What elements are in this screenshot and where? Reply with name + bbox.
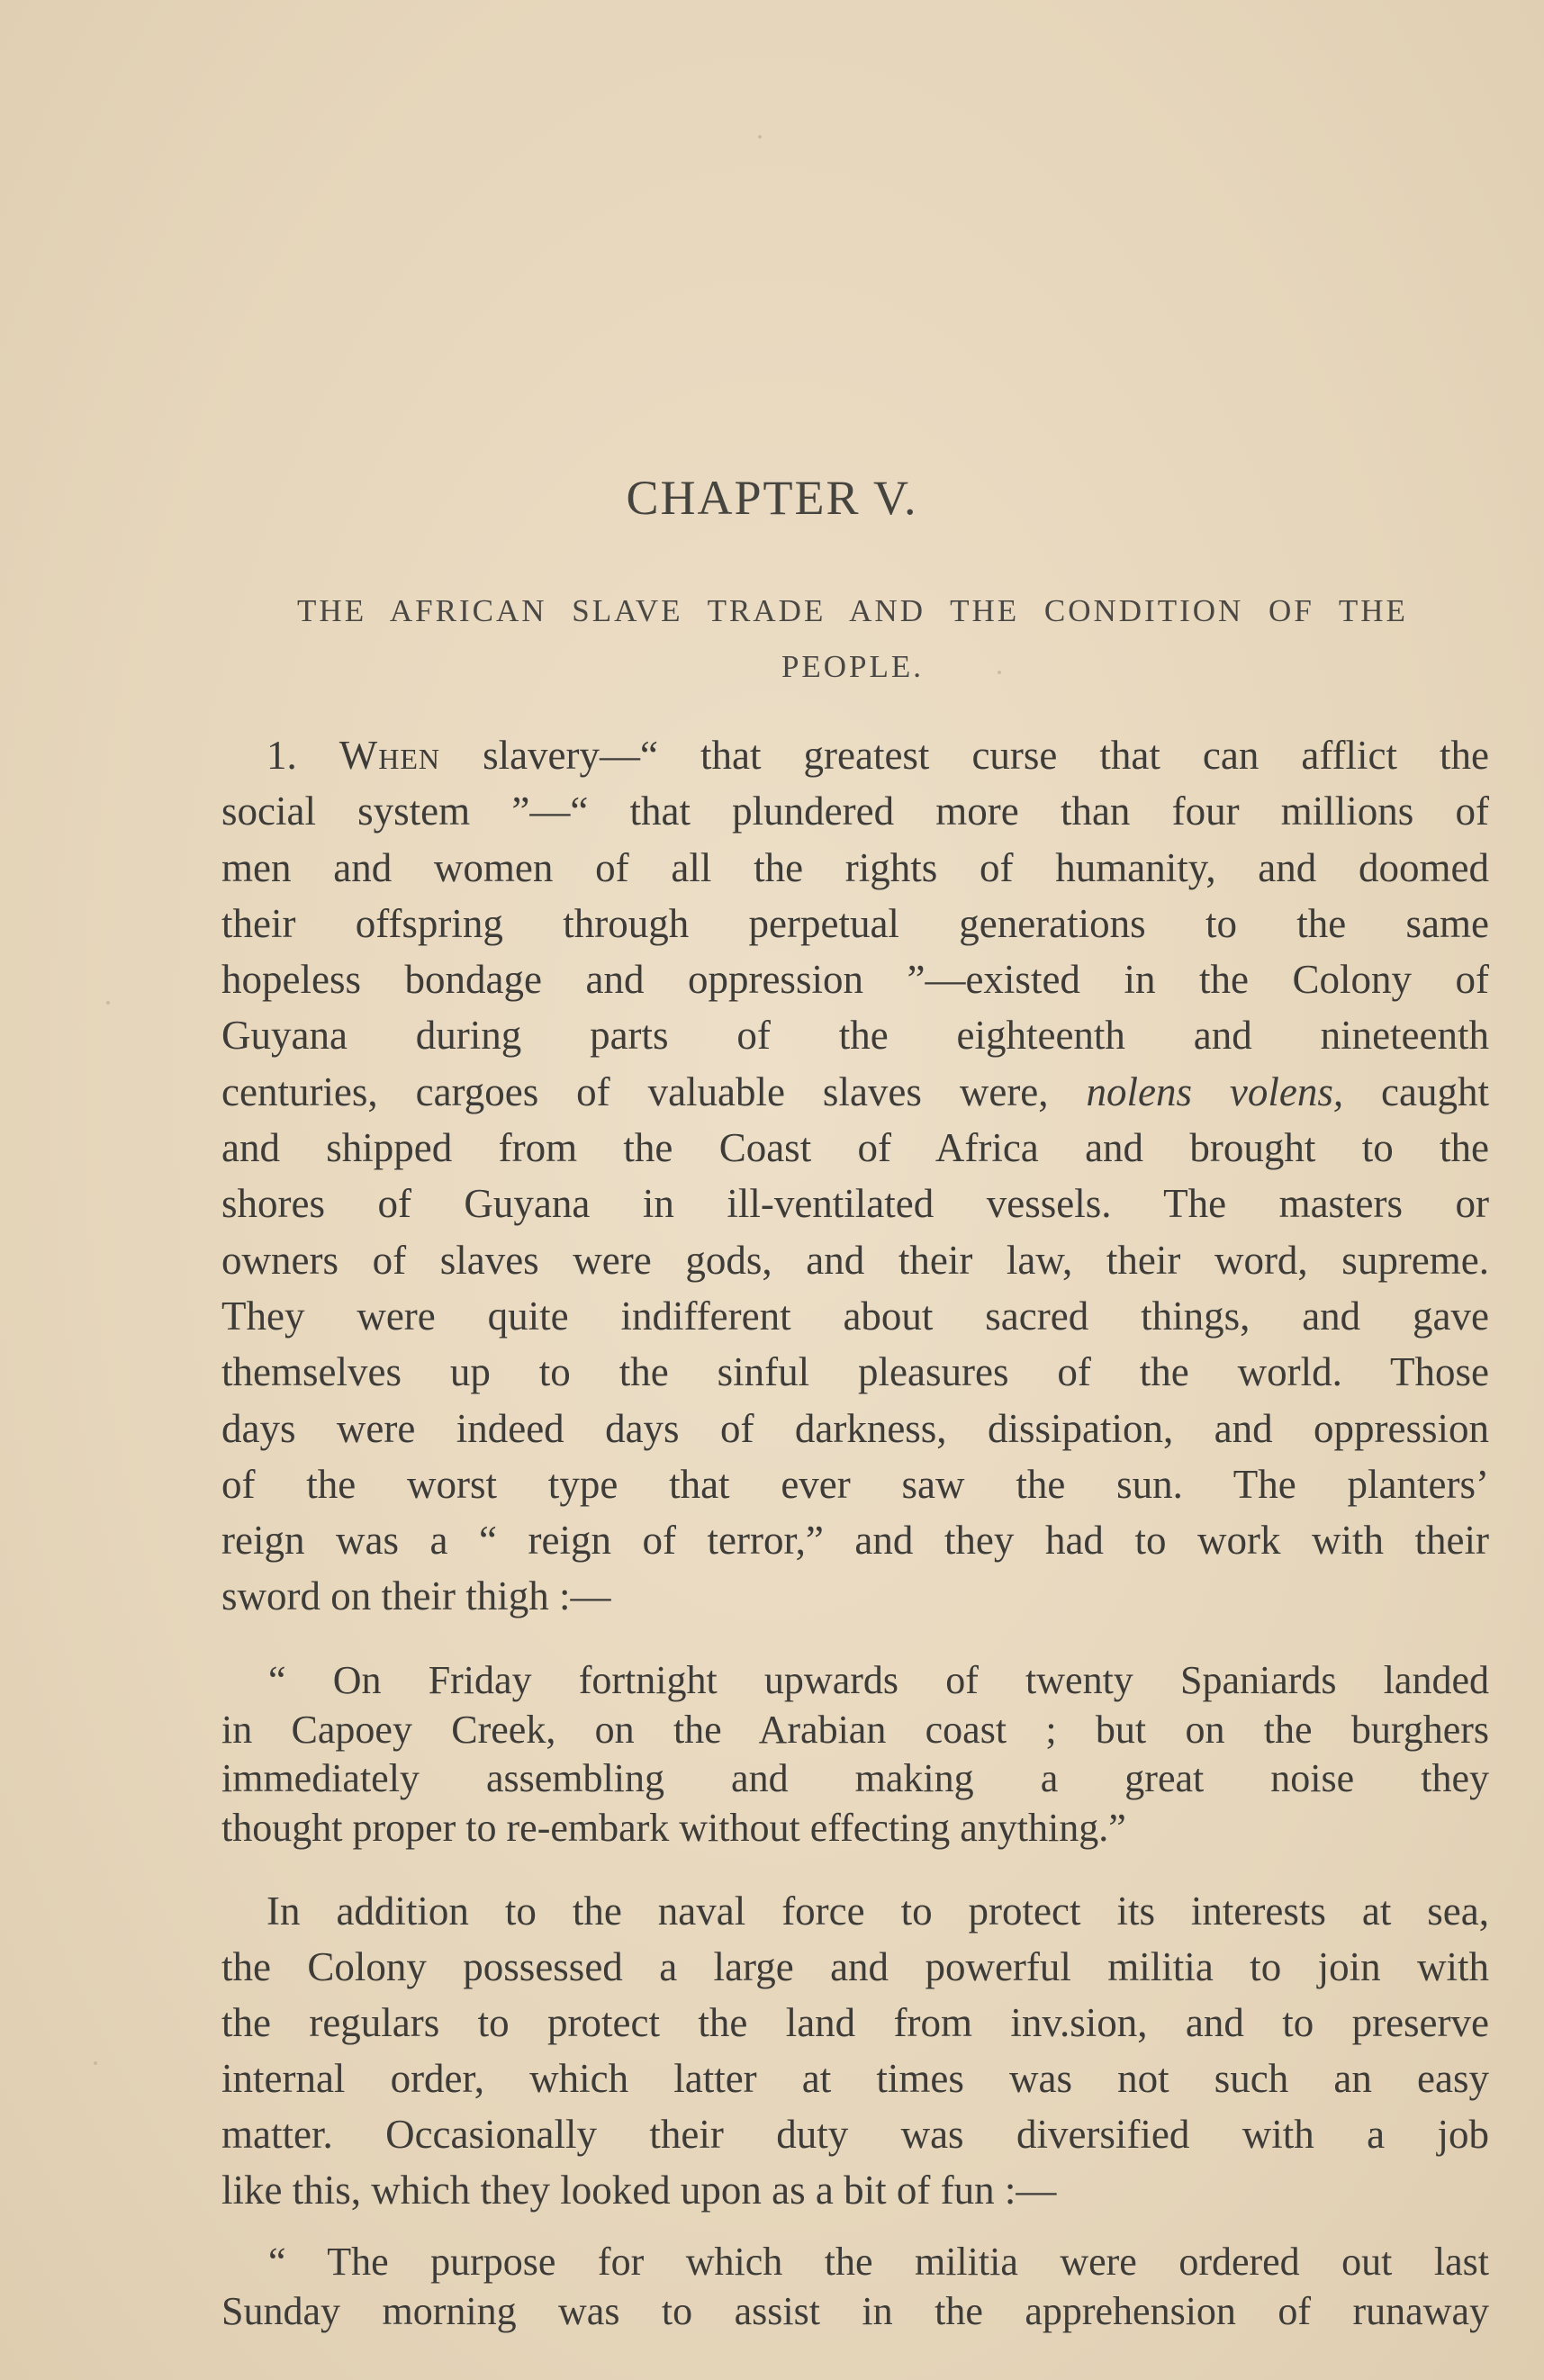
opening-word: When xyxy=(339,733,441,778)
paragraph-1 xyxy=(221,727,1489,1625)
paragraph-2-line: matter. Occasionally their duty was diversified with a job xyxy=(221,2112,1489,2157)
quote-2 xyxy=(221,2238,1489,2336)
latin-phrase: nolens volens, xyxy=(1086,1068,1344,1114)
paragraph-1-line: social system ”—“ that plundered more than four millions of xyxy=(221,789,1489,834)
paragraph-2-line: the Colony possessed a large and powerful militia to join with xyxy=(221,1944,1489,1989)
paragraph-2-line: the regulars to protect the land from inv.sion, and to preserve xyxy=(221,2000,1489,2045)
quote-1-line: immediately assembling and making a great noise they xyxy=(221,1756,1489,1800)
quote-1-line: “ On Friday fortnight upwards of twenty Spaniards landed xyxy=(268,1658,1489,1702)
paragraph-1-line: shores of Guyana in ill-ventilated vessels. The masters or xyxy=(221,1181,1489,1227)
paragraph-2-line: internal order, which latter at times was not such an easy xyxy=(221,2056,1489,2101)
chapter-heading: CHAPTER V. xyxy=(626,471,918,525)
chapter-title-line-1: THE AFRICAN SLAVE TRADE AND THE CONDITION OF THE xyxy=(297,593,1408,628)
paragraph-1-line: reign was a “ reign of terror,” and they had to work with their xyxy=(221,1518,1489,1564)
paragraph-1-line-7: centuries, cargoes of valuable slaves were, nolens volens, caught xyxy=(221,1068,1489,1114)
paragraph-1-line: themselves up to the sinful pleasures of the world. Those xyxy=(221,1349,1489,1395)
paper-speck xyxy=(758,135,762,139)
chapter-title-line-2: PEOPLE. xyxy=(781,649,925,684)
paper-speck xyxy=(998,671,1001,674)
quote-2-line: “ The purpose for which the militia were ordered out last xyxy=(268,2240,1489,2284)
paragraph-2-line: In addition to the naval force to protect its interests at sea, xyxy=(266,1889,1489,1934)
paragraph-1-line: Guyana during parts of the eighteenth and nineteenth xyxy=(221,1013,1489,1059)
paragraph-1-line: owners of slaves were gods, and their law, their word, supreme. xyxy=(221,1237,1489,1283)
paragraph-1-line: days were indeed days of darkness, dissipation, and oppression xyxy=(221,1405,1489,1451)
quote-1 xyxy=(221,1656,1489,1853)
paper-speck xyxy=(106,1001,110,1005)
quote-1-line: in Capoey Creek, on the Arabian coast ; but on the burghers xyxy=(221,1707,1489,1752)
paragraph-2 xyxy=(221,1883,1489,2218)
chapter-title xyxy=(236,583,1469,695)
paragraph-1-line-1: 1. When slavery—“ that greatest curse that can afflict the xyxy=(266,733,1490,778)
paragraph-2-line: like this, which they looked upon as a bit of fun :— xyxy=(221,2168,1057,2213)
paragraph-1-line: and shipped from the Coast of Africa and brought to the xyxy=(221,1125,1489,1171)
quote-1-line: thought proper to re-embark without effecting anything.” xyxy=(221,1805,1126,1850)
paragraph-number: 1. xyxy=(266,733,297,778)
paragraph-1-line: hopeless bondage and oppression ”—existed in the Colony of xyxy=(221,957,1489,1003)
paragraph-1-line: men and women of all the rights of humanity, and doomed xyxy=(221,844,1489,890)
paragraph-1-line: of the worst type that ever saw the sun. The planters’ xyxy=(221,1461,1489,1507)
paper-speck xyxy=(94,2061,97,2065)
paragraph-1-line: their offspring through perpetual generations to the same xyxy=(221,900,1489,946)
paragraph-1-line: sword on their thigh :— xyxy=(221,1573,611,1619)
quote-2-line: Sunday morning was to assist in the apprehension of runaway xyxy=(221,2288,1489,2333)
paragraph-1-line: They were quite indifferent about sacred things, and gave xyxy=(221,1293,1489,1339)
